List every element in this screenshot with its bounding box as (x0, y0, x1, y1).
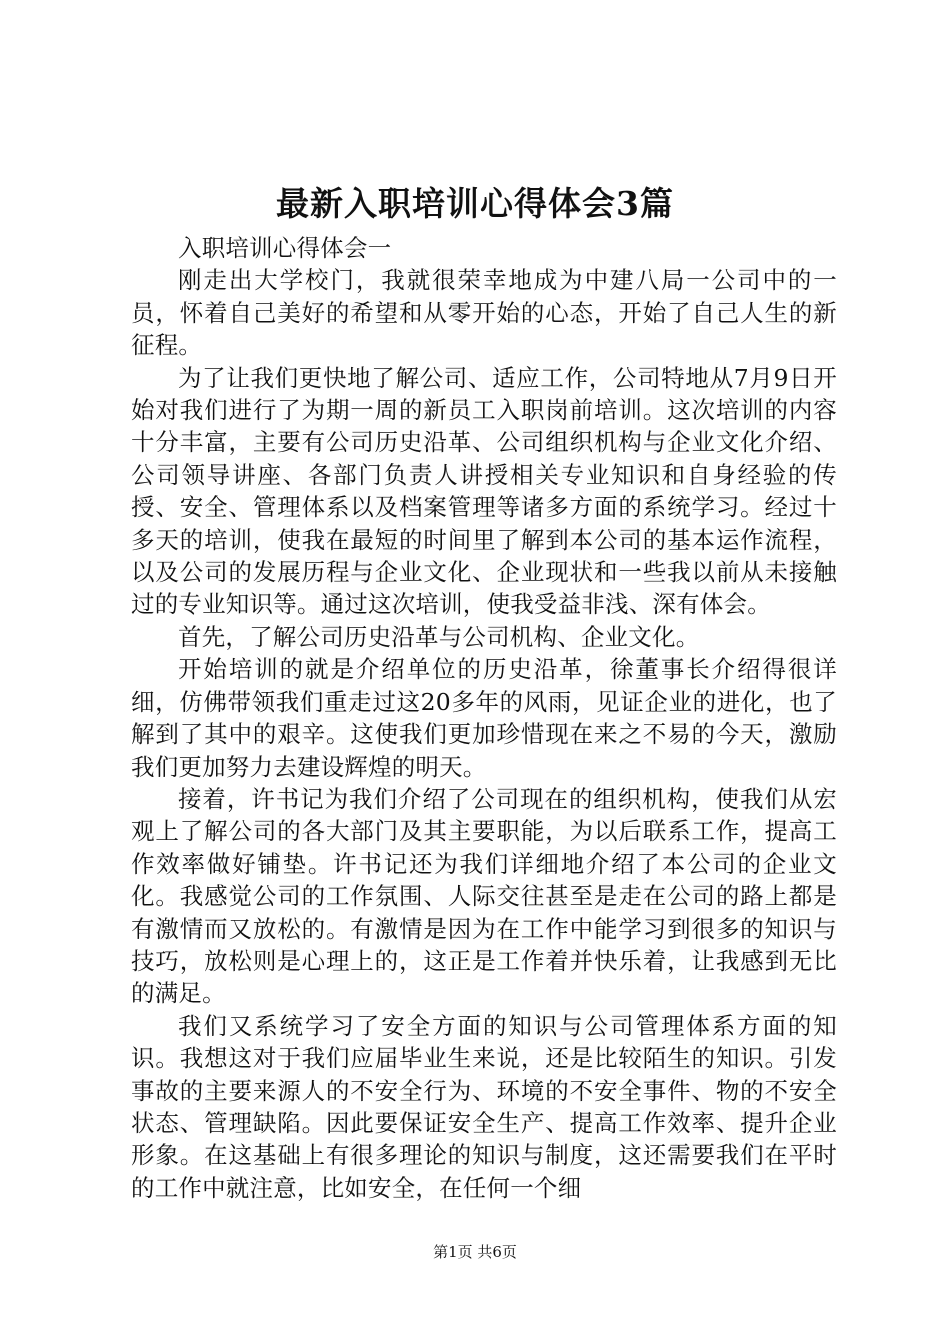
body-paragraph: 刚走出大学校门，我就很荣幸地成为中建八局一公司中的一员，怀着自己美好的希望和从零开始的心态，开始了自己人生的新征程。 (131, 266, 837, 360)
body-paragraph: 开始培训的就是介绍单位的历史沿革，徐董事长介绍得很详细，仿佛带领我们重走过这20多年的风雨，见证企业的进化，也了解到了其中的艰辛。这使我们更加珍惜现在来之不易的今天，激励我们更加努力去建设辉煌的明天。 (131, 655, 837, 781)
body-paragraph: 为了让我们更快地了解公司、适应工作，公司特地从7月9日开始对我们进行了为期一周的新员工入职岗前培训。这次培训的内容十分丰富，主要有公司历史沿革、公司组织机构与企业文化介绍、公司领导讲座、各部门负责人讲授相关专业知识和自身经验的传授、安全、管理体系以及档案管理等诸多方面的系统学习。经过十多天的培训，使我在最短的时间里了解到本公司的基本运作流程，以及公司的发展历程与企业文化、企业现状和一些我以前从未接触过的专业知识等。通过这次培训，使我受益非浅、深有体会。 (131, 363, 837, 619)
document-title: 最新入职培训心得体会3篇 (276, 184, 674, 223)
section-heading: 入职培训心得体会一 (178, 234, 392, 262)
body-paragraph: 接着，许书记为我们介绍了公司现在的组织机构，使我们从宏观上了解公司的各大部门及其主要职能，为以后联系工作，提高工作效率做好铺垫。许书记还为我们详细地介绍了本公司的企业文化。我感觉公司的工作氛围、人际交往甚至是走在公司的路上都是有激情而又放松的。有激情是因为在工作中能学习到很多的知识与技巧，放松则是心理上的，这正是工作着并快乐着，让我感到无比的满足。 (131, 784, 837, 1008)
document-body (131, 232, 837, 1204)
body-paragraph: 我们又系统学习了安全方面的知识与公司管理体系方面的知识。我想这对于我们应届毕业生来说，还是比较陌生的知识。引发事故的主要来源人的不安全行为、环境的不安全事件、物的不安全状态、管理缺陷。因此要保证安全生产、提高工作效率、提升企业形象。在这基础上有很多理论的知识与制度，这还需要我们在平时的工作中就注意，比如安全，在任何一个细 (131, 1011, 837, 1202)
page-footer: 第1页 共6页 (433, 1243, 517, 1261)
body-paragraph: 首先，了解公司历史沿革与公司机构、企业文化。 (178, 622, 700, 651)
